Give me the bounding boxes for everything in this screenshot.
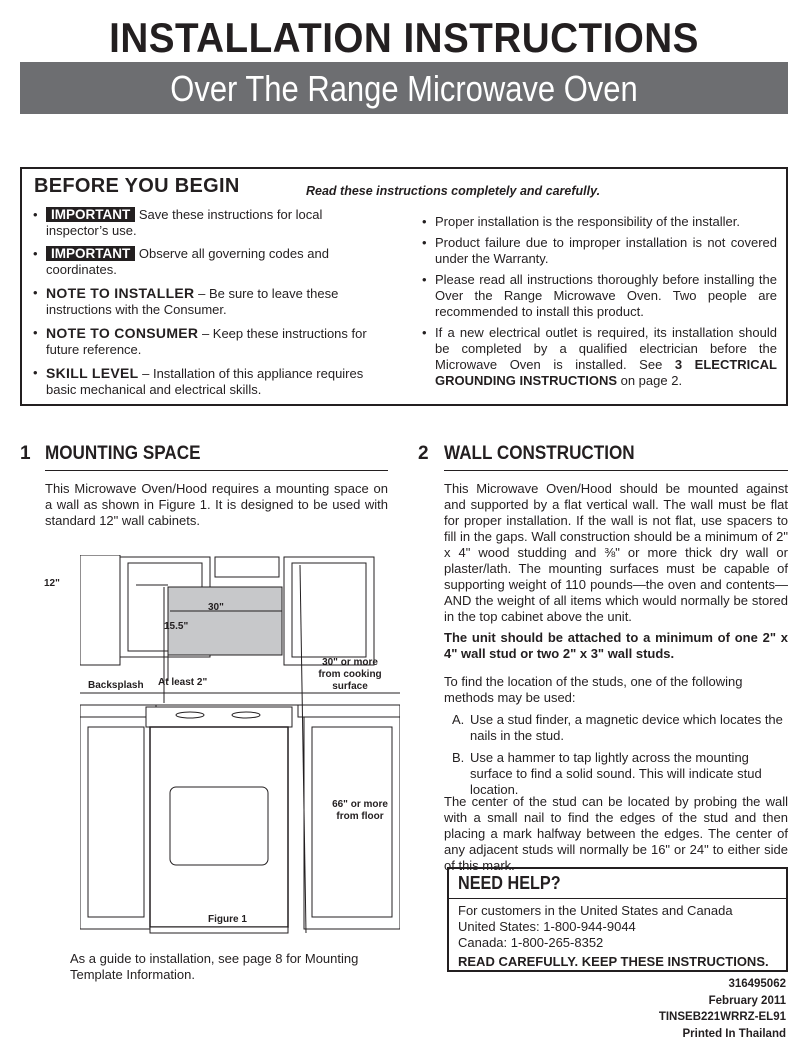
item-text: Product failure due to improper installation is not covered under the Warranty. xyxy=(435,235,777,266)
section-1-rule xyxy=(45,470,388,471)
need-help-title: NEED HELP? xyxy=(458,873,561,893)
list-item xyxy=(32,325,382,358)
list-item xyxy=(32,365,382,398)
skill-level-label: SKILL LEVEL xyxy=(46,365,139,381)
list-item xyxy=(421,325,777,389)
method-list xyxy=(452,712,788,798)
item-text: Observe all governing codes and coordinates. xyxy=(46,246,329,277)
document-code: TINSEB221WRRZ-EL91 xyxy=(658,1011,786,1023)
subtitle-banner xyxy=(20,62,788,114)
stud-center-para: The center of the stud can be located by probing the wall with a small nail to find the edges of the stud and then placing a mark halfway between the edges. The center of any adjacent studs will normally be 16" or 24" to either side of this mark. xyxy=(444,794,788,873)
item-text: Please read all instructions thoroughly before installing the Over the Range Microwave Oven. Two people are recommended to install this product. xyxy=(435,272,777,319)
document-subtitle: Over The Range Microwave Oven xyxy=(170,68,638,109)
section-2-title: WALL CONSTRUCTION xyxy=(444,443,635,464)
bullet-icon: • xyxy=(422,272,427,287)
read-carefully-note: Read these instructions completely and carefully. xyxy=(306,184,601,198)
item-text: – Be sure to leave these instructions with the Consumer. xyxy=(46,286,339,317)
wall-construction-para: This Microwave Oven/Hood should be mounted against and supported by a flat vertical wall. The wall must be flat for proper installation. If the wall is not flat, use spacers to fill in the gaps. Wall construction should be a minimum of 2" x 4" wood studding and ⅜" or more thick dry wall or plaster/lath. The mounting surfaces must be capable of supporting weight of 110 pounds—the oven and contents—AND the weight of all items which would normally be stored in the top cabinet above the unit. xyxy=(444,481,788,624)
section-2-rule xyxy=(444,470,788,471)
item-text: Proper installation is the responsibility of the installer. xyxy=(435,214,740,229)
bullet-icon: • xyxy=(422,214,427,229)
stud-requirement: The unit should be attached to a minimum of one 2" x 4" wall stud or two 2" x 3" wall studs. xyxy=(444,630,788,661)
mounting-template-note: As a guide to installation, see page 8 for Mounting Template Information. xyxy=(70,951,359,982)
list-item xyxy=(452,712,788,744)
bullet-icon: • xyxy=(422,235,427,250)
list-item xyxy=(32,285,382,318)
item-text: – Installation of this appliance requires basic mechanical and electrical skills. xyxy=(46,366,364,397)
bullet-icon: • xyxy=(33,246,38,261)
help-customers: For customers in the United States and Canada xyxy=(458,903,733,918)
note-to-installer-label: NOTE TO INSTALLER xyxy=(46,285,195,301)
list-item xyxy=(421,214,777,230)
important-tag: IMPORTANT xyxy=(46,207,135,222)
item-text: on page 2. xyxy=(617,373,683,388)
list-marker: B. xyxy=(452,750,465,765)
stud-methods-intro: To find the location of the studs, one of the following methods may be used: xyxy=(444,674,743,705)
section-1-intro: This Microwave Oven/Hood requires a mounting space on a wall as shown in Figure 1. It is designed to be used with standard 12" wall cabinets. xyxy=(45,481,388,528)
document-footer xyxy=(659,976,786,1042)
depth-label: 12" xyxy=(44,578,60,589)
section-1-number: 1 xyxy=(20,443,31,464)
list-item xyxy=(32,246,382,278)
before-you-begin-right-column xyxy=(421,214,777,394)
bullet-icon: • xyxy=(33,365,38,380)
figure-1 xyxy=(44,555,400,935)
backsplash-label: Backsplash xyxy=(88,680,144,691)
list-item xyxy=(421,272,777,320)
before-you-begin-left-column xyxy=(32,207,382,405)
print-date: February 2011 xyxy=(708,994,786,1007)
note-to-consumer-label: NOTE TO CONSUMER xyxy=(46,325,199,341)
section-1-title: MOUNTING SPACE xyxy=(45,443,201,464)
floor-clearance-label: 66" or more from floor xyxy=(332,799,388,822)
help-us-phone: United States: 1-800-944-9044 xyxy=(458,919,636,934)
height-label: 15.5" xyxy=(164,621,189,632)
printed-in: Printed In Thailand xyxy=(682,1027,786,1040)
item-text: Use a hammer to tap lightly across the mounting surface to find a solid sound. This will indicate stud location. xyxy=(470,750,762,797)
part-number: 316495062 xyxy=(728,978,786,990)
bullet-icon: • xyxy=(33,207,38,222)
before-you-begin-box xyxy=(20,167,788,406)
need-help-header xyxy=(449,869,786,899)
document-title: INSTALLATION INSTRUCTIONS xyxy=(109,14,699,61)
bullet-icon: • xyxy=(422,325,427,340)
grounding-reference: 3 ELECTRICAL GROUNDING INSTRUCTIONS xyxy=(435,357,778,388)
item-text: Use a stud finder, a magnetic device which locates the nails in the stud. xyxy=(470,712,783,743)
list-marker: A. xyxy=(452,712,465,727)
item-text: – Keep these instructions for future reference. xyxy=(46,326,367,357)
width-label: 30" xyxy=(208,602,224,613)
need-help-box xyxy=(447,867,788,972)
list-item xyxy=(421,235,777,267)
before-you-begin-title: BEFORE YOU BEGIN xyxy=(34,175,240,197)
section-2-number: 2 xyxy=(418,443,429,464)
item-text: If a new electrical outlet is required, its installation should be completed by a qualified electrician before the Microwave Oven is installed. See xyxy=(435,325,777,372)
cooking-clearance-label: 30" or more from cooking surface xyxy=(318,657,382,692)
bullet-icon: • xyxy=(33,325,38,340)
list-item xyxy=(452,750,788,798)
bullet-icon: • xyxy=(33,285,38,300)
list-item xyxy=(32,207,382,239)
figure-caption: Figure 1 xyxy=(208,914,247,925)
item-text: Save these instructions for local inspector’s use. xyxy=(46,207,323,238)
important-tag: IMPORTANT xyxy=(46,246,135,261)
installation-diagram xyxy=(80,555,400,935)
at-least-label: At least 2" xyxy=(158,677,208,688)
read-carefully-banner: READ CAREFULLY. KEEP THESE INSTRUCTIONS. xyxy=(458,954,769,969)
help-canada-phone: Canada: 1-800-265-8352 xyxy=(458,935,604,950)
